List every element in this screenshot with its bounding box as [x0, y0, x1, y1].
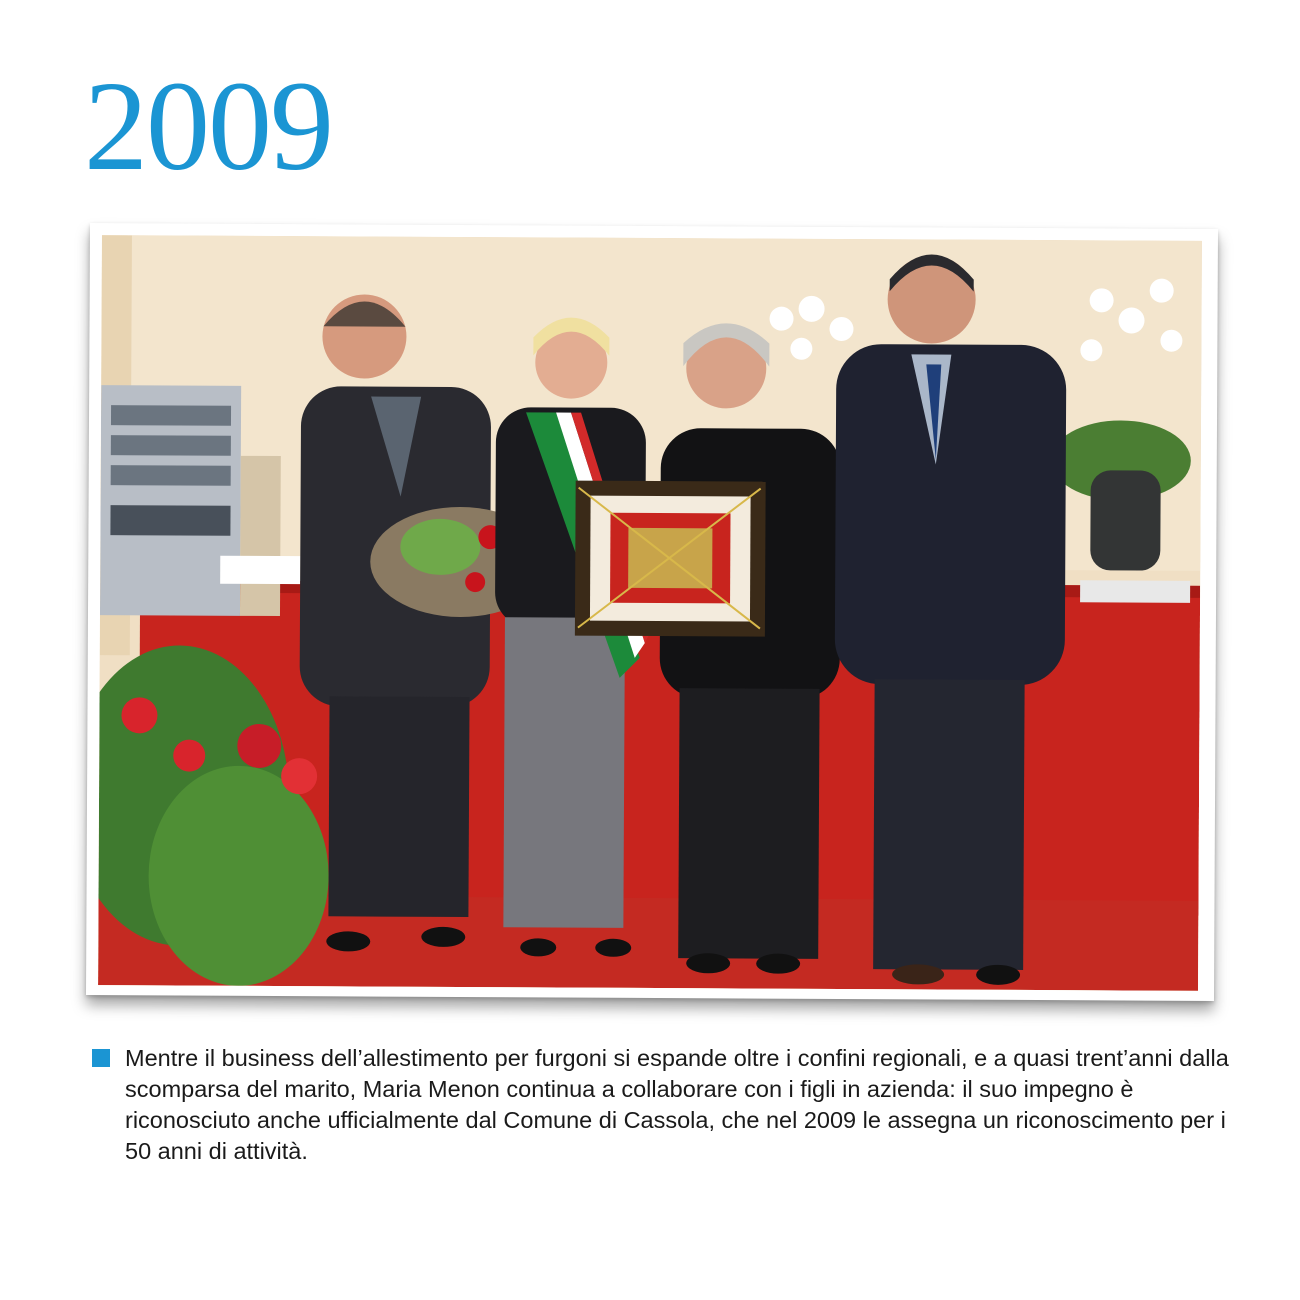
caption-block [92, 1043, 1232, 1167]
square-bullet-icon [92, 1049, 110, 1067]
award-ceremony-illustration [98, 235, 1202, 991]
year-heading: 2009 [84, 55, 332, 197]
photo-frame [86, 223, 1218, 1001]
caption-text: Mentre il business dell’allestimento per furgoni si espande oltre i confini regionali, e a quasi trent’anni dalla scomparsa del marito, Maria Menon continua a collaborare con i figli in azienda: il suo impegno è riconosciuto anche ufficialmente dal Comune di Cassola, che nel 2009 le assegna un riconoscimento per i 50 anni di attività. [125, 1045, 1229, 1164]
award-plaque [575, 481, 766, 637]
award-ceremony-photo [98, 235, 1202, 991]
